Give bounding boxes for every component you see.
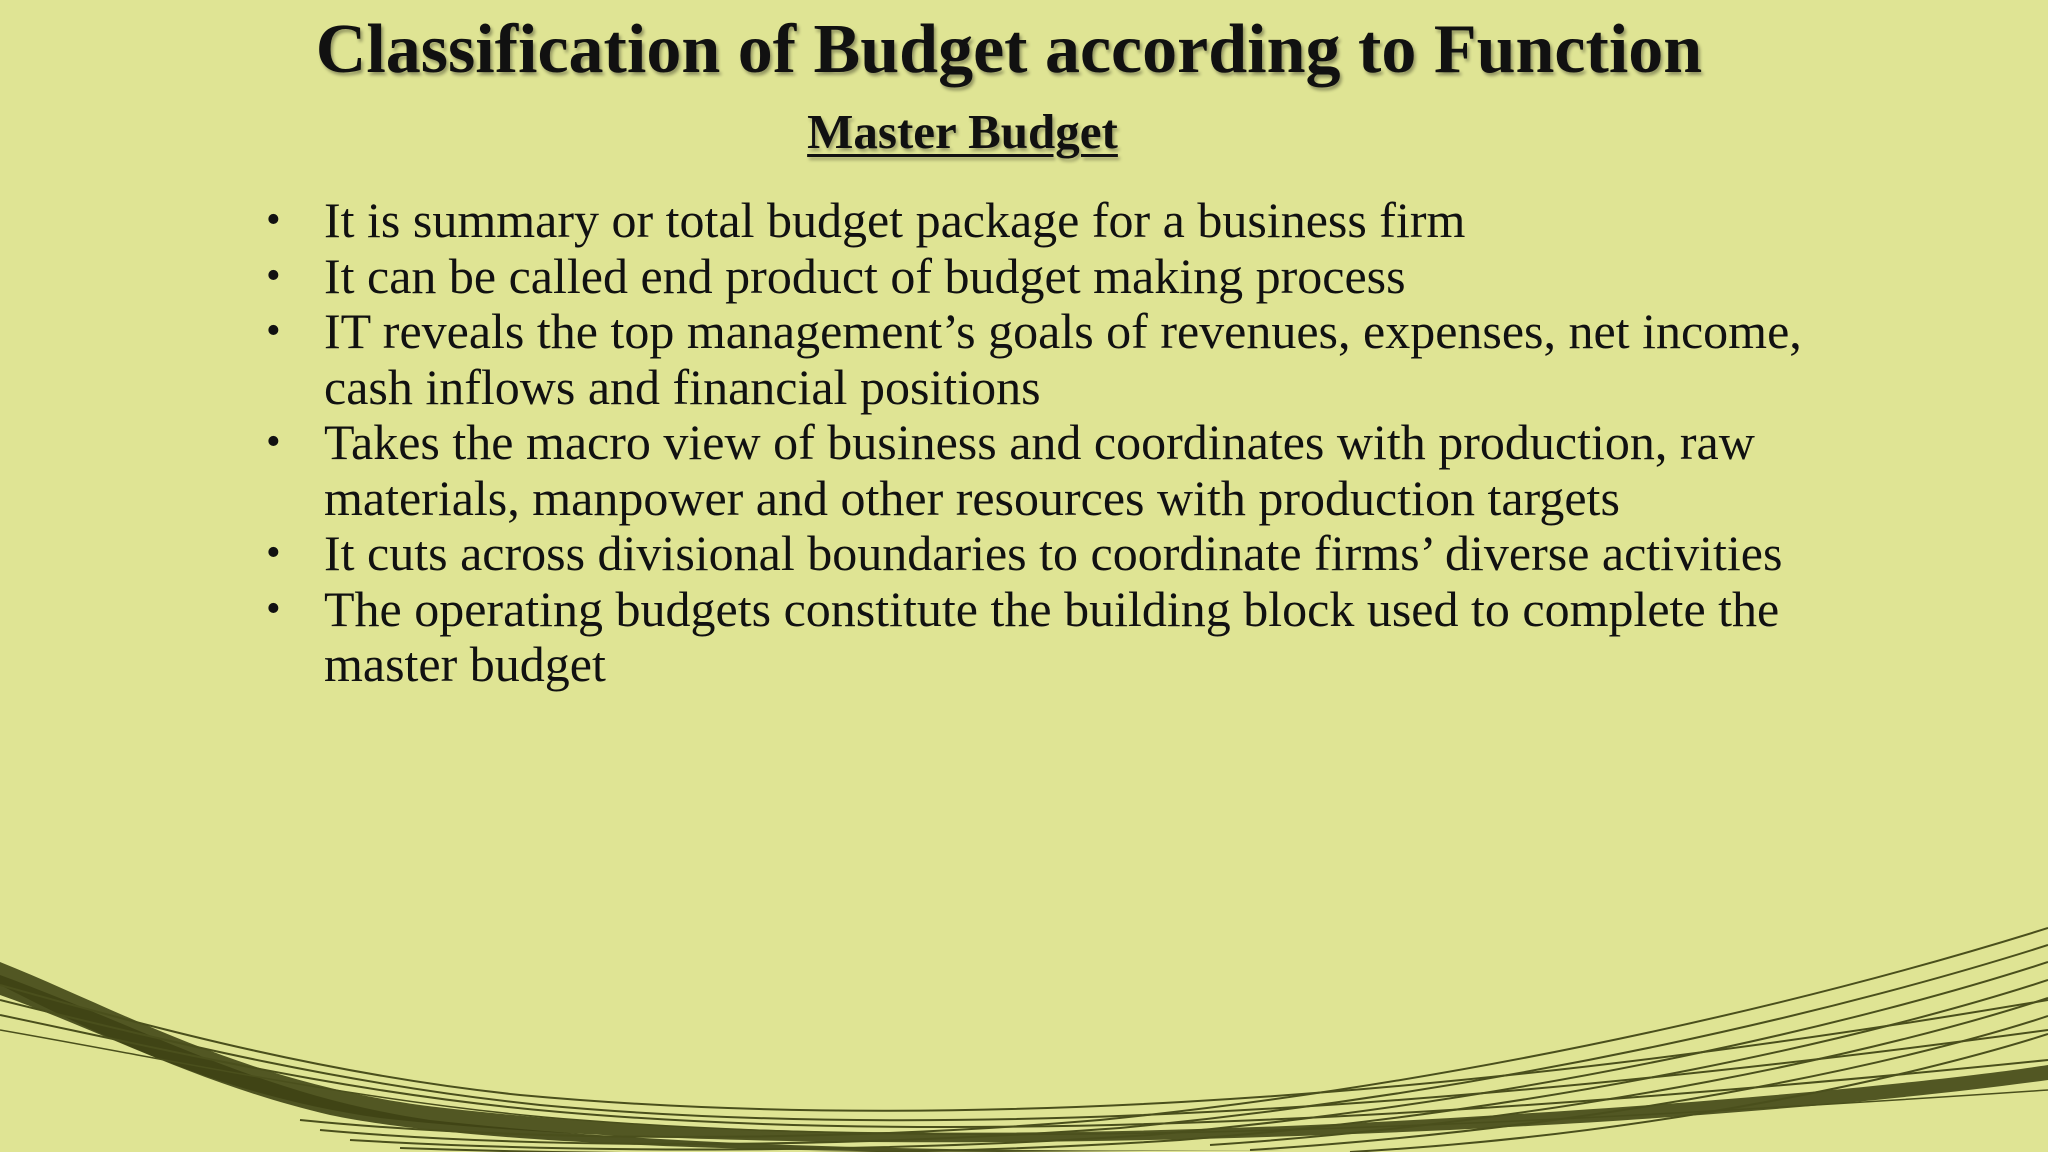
bullet-text: It is summary or total budget package for a business firm xyxy=(324,192,1466,248)
bullet-item xyxy=(262,193,1822,249)
slide-subtitle: Master Budget xyxy=(807,104,1118,159)
bullet-icon: • xyxy=(266,252,281,299)
bullet-list xyxy=(262,193,1822,693)
bullet-icon: • xyxy=(266,419,281,465)
bullet-text: The operating budgets constitute the building block used to complete the master budget xyxy=(324,580,1780,692)
bullet-icon: • xyxy=(266,197,281,243)
bullet-text: It cuts across divisional boundaries to coordinate firms’ diverse activities xyxy=(324,525,1783,581)
bullet-text: Takes the macro view of business and coordinates with production, raw materials, manpower and other resources with production targets xyxy=(324,414,1755,526)
slide-title: Classification of Budget according to Function xyxy=(315,11,1703,88)
bullet-text: It can be called end product of budget making process xyxy=(324,247,1406,304)
bullet-icon: • xyxy=(266,308,281,354)
bullet-item xyxy=(262,582,1822,693)
bullet-icon: • xyxy=(266,585,281,632)
bullet-item xyxy=(262,304,1822,415)
bullet-item xyxy=(262,415,1822,526)
bullet-item xyxy=(262,526,1822,582)
bullet-item xyxy=(262,249,1822,305)
bullet-icon: • xyxy=(266,530,281,576)
bullet-text: IT reveals the top management’s goals of revenues, expenses, net income, cash inflows and financial positions xyxy=(324,303,1802,415)
